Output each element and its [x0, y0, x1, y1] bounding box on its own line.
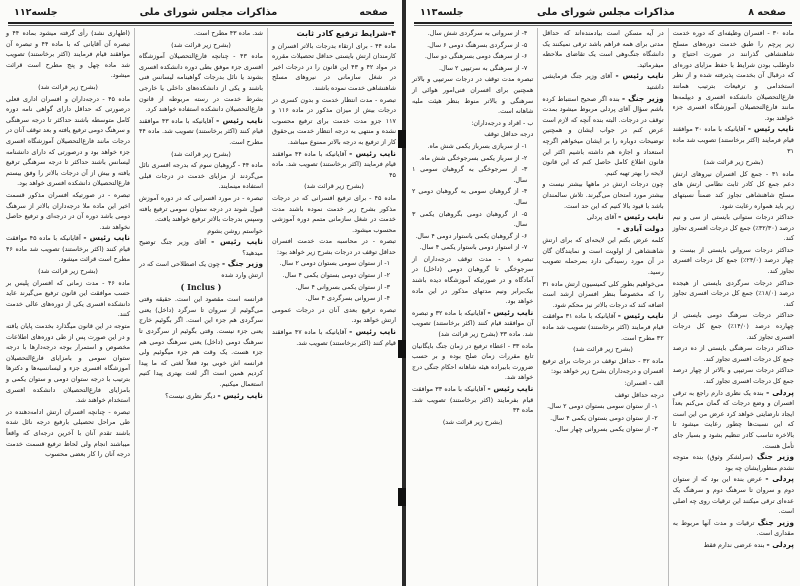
speaker-name: پردلی -	[765, 474, 794, 484]
paragraph: ماده ۳۲ - حداقل توقف در درجات برای ترفیع افسران و درجه‌داران بشرح زیر خواهد بود:	[542, 356, 664, 376]
paragraph: تبصره - مدت انتظار خدمت و بدون کسری در درجات بیش از میزان مذکور در ماده ۱۱۶ و ۱۱۷ جزو مدت خدمت برای ترفیع محسوب نشده و منتهی به درجه انتظار خدمت بی‌حقوق کار از ترفیع به درجه بالاتر ممنوع میباشد.	[272, 95, 396, 146]
speaker-paragraph	[542, 224, 663, 235]
speaker-name: وزیر جنگ	[756, 452, 794, 462]
column	[668, 28, 798, 586]
speaker-text: چون یک اصطلاحی است که در ارتش وارد شده	[139, 260, 263, 280]
page-label: صفحه	[359, 6, 388, 18]
speaker-paragraph	[412, 308, 533, 340]
speaker-text: بنده عرضی ندارم فقط	[703, 540, 767, 549]
paragraph: ماده ۴۵ - درجه‌داران و افسران اداری فعلی درصورتی که حداقل دارای گواهی نامه دوره کامل متوسطه باشند حداکثر تا درجه سرهنگی و سرهنگ دومی ترفیع یافته و بعد توقف آنان در درجات مانند فارغ‌التحصیلان آموزشگاه افسری جزء خواهد بود و درصورتی که دارای دانشنامه لیسانس باشند حداکثر تا درجه سرهنگی ترفیع یافته و بیش از آن درجات بالاتر را وفق بیستم فارغ‌التحصیلان دانشکده افسری خواهد بود.	[6, 94, 130, 188]
column	[2, 28, 134, 586]
speaker-paragraph	[673, 124, 794, 156]
speaker-name: نایب رئیس -	[487, 384, 534, 393]
speaker-name: وزیر جنگ	[757, 517, 794, 527]
paragraph: حداکثر درجات سروانی بایستی از بیست و چهار درصد (۲۴/۰٪) جمع کل درجات افسری تجاوز کند.	[672, 245, 795, 276]
list-item: ۱- از ستوان سومی بستوان دومی ۲ سال.	[279, 259, 390, 268]
right-page-header	[406, 4, 800, 20]
list-item: ۴- از گروهبان سومی به گروهبان دومی ۲ سال.	[412, 187, 528, 206]
speaker-text: ترقیات و مدت آنها مربوط به مقداری است.	[672, 518, 794, 538]
speaker-name: نایب رئیس -	[487, 307, 534, 317]
speaker-paragraph	[139, 391, 263, 402]
speaker-text: آقایانیکه با ماده ۴۴ موافقند قیام فرمایند (اکثر برخاستند) تصویب شد. ماده ۴۵	[272, 149, 396, 179]
latin-term	[139, 282, 263, 294]
paragraph: ماده ۴۵ - برای ترفیع افسرانی که در درجات مذکور بشرح زیر خدمت نموده باشند مدت خدمت در شغل سازمانی متمم دوره آموزشی محسوب میشود.	[272, 193, 396, 234]
reading-note: (بشرح زیر قرائت شد)	[38, 267, 98, 276]
header-rule	[414, 22, 792, 24]
list-item: ۲- از ستوان دومی بستوان یکمی ۴ سال.	[282, 271, 390, 280]
speaker-name: وزیر جنگ -	[222, 259, 263, 269]
speaker-name: نایب رئیس -	[349, 327, 396, 337]
speaker-name: نایب رئیس -	[747, 124, 794, 134]
speaker-name: دولت آبادی -	[617, 223, 664, 233]
list-item: ۲- از ستوان دومی بستوان یکمی ۴ سال.	[550, 413, 658, 422]
paragraph: ب - افراد و درجه‌داران:	[471, 118, 534, 127]
speaker-paragraph	[542, 94, 663, 179]
reading-note: (بشرح زیر قرائت شد)	[304, 182, 364, 191]
speaker-name: نایب رئیس -	[349, 148, 396, 158]
list-item: ۵- از سرگردی بسرهنگ دومی ۶ سال.	[427, 40, 528, 49]
speaker-text: آقایانیکه با ماده ۴۵ موافقت قیام کنند (اکثر برخاستند) تصویب شد ماده ۴۶ مطرح است قرائت میشود.	[6, 234, 130, 264]
paragraph: درجه حداقل توقف	[484, 130, 534, 139]
speaker-text: (سرلشکر وثوق) بنده متوجه نشدم منظورایشان چه بود	[672, 453, 794, 472]
reading-note: (بشرح زیر قرائت شد)	[573, 345, 633, 354]
speaker-name: پردلی -	[766, 387, 794, 397]
speaker-text: دیگر نظری نیست؟	[165, 391, 218, 400]
left-page-header	[0, 4, 402, 20]
right-page	[406, 0, 800, 586]
speaker-text: بنده اگر صحیح استنباط کرده باشم سؤال آقای پردلی مربوط میشود بمدت توقف در درجات. البته بنده آنچه که لازم است عرض کنم در جواب ایشان و همچنین توضیحات دوباره را بر ایشان میخواهم اگرچه استعداد و اجازه هم داشته باشیم اکثر این قانون اطلاع کامل حاصل کنم که این قانون لایحه را بهتر تهیه کنیم.	[542, 94, 664, 177]
right-page-columns	[408, 28, 798, 586]
speaker-paragraph	[542, 212, 663, 223]
speaker-text: آقایانیکه با ماده ۳۳ موافقت قیام بفرمایند (اکثر برخاستند) تصویب شد. ماده ۳۴	[412, 385, 534, 415]
header-rule	[8, 22, 394, 24]
paragraph: متوجه در این قانون میگذارد بخدمت پایان یافته و در این صورت پس از طی دوره‌های اطلاعات مخصوص و استمرار بوجه درجه‌دارها با درجه ستوان سومی و بامزایای فارغ‌التحصیلان آموزشگاه افسری جزء و لیسانسیه‌ها و دکترها بترتیب با درجه ستوان دومی و ستوان یکمی و بامزایای فارغ‌التحصیلان دانشکده افسری استخدام خواهند شد.	[6, 322, 130, 405]
paragraph: تبصره - در مورد افسرانی که در دوره آموزش قبول شوند در درجه ستوان سومی ترفیع یافته وسپس بدرجات بالاتر ترفیع خواهند یافت.	[139, 193, 263, 224]
section-heading: ۴-شرایط ترفیع کادر ثابت	[296, 29, 396, 38]
publication-title: مذاکرات مجلس شورای ملی	[537, 6, 675, 18]
paragraph: شد. ماده ۴۳ مطرح است.	[193, 29, 263, 37]
speaker-paragraph	[542, 71, 663, 92]
paragraph: تبصره ترفیع بعدی آنان در درجات عمومی ارتش خواهد بود.	[272, 305, 396, 325]
list-item: ۷- از سرهنگی به سرتیپی ۲ سال.	[439, 63, 528, 72]
list-item: ۵- از گروهبان دومی بگروهبان یکمی ۳ سال.	[412, 209, 528, 229]
speaker-paragraph	[673, 474, 794, 516]
paragraph: می‌خواهیم بطور کلی کمیسیون ارتش ماده ۳۱ را که مخصوصاً بنظر افسران ارشد است اضافه کند که درجات بالاتر نیز محکم شود.	[542, 279, 664, 309]
paragraph: تبصره - در محاسبه مدت خدمت افسران حداقل توقف در درجات بشرح زیر خواهد بود:	[272, 237, 396, 256]
paragraph: فرانسه است مقصود این است. حقیقه وقتی می‌گوئیم از سروان تا سرگرد (داخل) یعنی سرگردی هم جزء این است. اگر بگوئیم خارج یعنی جزء نیست. وقتی بگوئیم از سرگردی تا سرهنگ دومی (داخل) یعنی سرهنگ دومی هم جزء هست. یک وقت هم جزء میگوئیم ولی فرانسه اش خوبی بود فعلاً لغتی که ما پیدا کردیم همین است اگر لغت بهتری پیدا کنیم استعمال میکنیم.	[139, 295, 263, 388]
paragraph: ماده ۴۶ - مدت زمانی که افسران پلیس بر حسب موافقت این قانون ترفیع می‌گیرند عاید دانشکده افسری یکی از دوره‌های عالی خدمت کنند.	[6, 278, 130, 319]
reading-note: (بشرح زیر قرائت شد)	[171, 40, 231, 49]
paragraph: حداکثر درجات سرهنگی بایستی از ده درصد جمع کل درجات افسری تجاوز کند.	[672, 344, 794, 363]
speaker-name: نایب رئیس -	[83, 233, 130, 243]
speaker-name: نایب رئیس -	[617, 311, 664, 321]
paragraph: ماده ۳۳ - اعطاء ترفیع در زمان جنگ بایگانیان تابع مقررات زمان صلح بوده و بر حسب ضرورت بابیراده هیئه شاهانه احکام جنگی درج خواهد شد.	[412, 341, 534, 382]
speaker-name: نایب رئیس -	[211, 237, 263, 247]
list-item: ۱- از سربازی بسرباز یکمی شش ماه.	[427, 141, 528, 150]
speaker-paragraph	[673, 540, 794, 551]
speaker-name: نایب رئیس -	[615, 71, 664, 81]
paragraph: درجه حداقل توقف	[614, 390, 664, 399]
paragraph: تبصره مدت توقف در درجات سرتیپی و بالاتر همچنین برای افسران فنی‌امور هوائی از سرهنگی و بالاتر منوط بنظر هیئت ملیه شاهانه است.	[412, 75, 534, 116]
speaker-text: آقای وزیر جنگ توضیح میدهید؟	[139, 238, 263, 257]
column	[537, 28, 667, 586]
column	[134, 28, 267, 586]
paragraph: حداکثر درجات سرهنگ دومی بایستی از چهارده درصد (۱۴/۰٪) جمع کل درجات افسری تجاوز کند.	[672, 311, 794, 341]
list-item: ۳- از سرجوخگی به گروهبان سومی ۱ سال.	[412, 165, 528, 184]
list-item: ۶- از گروهبان یکمی باستوار دومی ۴ سال.	[415, 231, 528, 240]
session-number: جلسه۱۱۳	[420, 6, 464, 18]
paragraph: ماده ۴۴ - گروهبان سوم که بدرجه افسری نائل می‌گردند از مزایای خدمت در درجات قبلی استفاده مینمایند.	[139, 161, 263, 191]
reading-note: (بشرح زیر قرائت شد)	[703, 158, 764, 167]
speaker-text: بنده یک نظری دارم راجع به ترقی افسران و وضع درجات که گمان می‌کنم بعداً ایجاد نارضایتی خواهد کرد عرض من این است که این نسبت‌ها چطور رعایت میشود تا بالاخره تناسب کادر تنظیم بشود و بسیار جای تأمل هست.	[672, 388, 794, 450]
list-item: ۱- از ستوان سومی بستوان دومی ۲ سال.	[547, 402, 658, 411]
speaker-paragraph	[673, 452, 794, 473]
speaker-name: نایب رئیس -	[618, 212, 664, 222]
speaker-text: آقای پردلی	[586, 213, 619, 222]
speaker-text: آقای وزیر جنگ فرمایشی داشتید	[542, 72, 664, 91]
header-rule-thin	[414, 25, 792, 26]
paragraph: حداکثر درجات سرتیپی و بالاتر از چهار درصد جمع کل درجات افسری تجاوز کند.	[672, 366, 794, 385]
speaker-text: عرض بنده این بود که از ستوان دوم و سروان تا سرهنگ دوم و سرهنگ یک عده‌ای ترقی میکنند این ترقیات روی چه اصلی است.	[672, 475, 794, 516]
reading-note: (بشرح زیر قرائت شد)	[171, 149, 231, 158]
paragraph: الف - افسران:	[624, 379, 664, 387]
speaker-paragraph	[6, 233, 130, 265]
speaker-text: آقایانیکه با ماده ۳۰ موافقند قیام فرمایند (اکثر برخاستند) تصویب شد ماده ۳۱	[672, 125, 794, 155]
paragraph: تبصره - چنانچه افسران ارتش ادامه‌دهنده در طی مراحل تحصیلی بارفیع درجه نائل شده باشند تقدم آنان با آخرین درجه‌ای که واقعاً میباشند انجام ولی لحاظ ترفیع قسمت خدمت درجه آنان را کار بعضی محسوب	[6, 407, 130, 459]
paragraph: کلمه عرض بکنم این لایحه‌ای که برای ارتش شاهنشاهی از اولویت است و نمایندگان گان در آن مورد رسیدگی دارد بمرحمله تصویب رسید.	[542, 236, 664, 277]
session-number: جلسه۱۱۲	[14, 6, 58, 18]
speaker-paragraph	[412, 384, 533, 416]
speaker-name: نایب رئیس -	[216, 115, 263, 125]
left-page-columns	[2, 28, 400, 586]
paragraph: ماده ۳۰ - افسران وظیفه‌ای که دوره خدمت زیر پرچم را طبق خدمت دوره‌های مسلح شاهنشاهی گذرانند در صورت احتیاج و داوطلب بودن شرایط با حفظ مزایای دوره‌ای که درقبال آن بخدمت پذیرفته شده و از نظر استخدامی و ترفیعات بترتیب همانند فارغ‌التحصیلان دانشکده افسری و دیپلمه‌ها مانند فارغ‌التحصیلان آموزشگاه افسری جزء خواهند بود.	[672, 29, 794, 122]
speaker-name: پردلی -	[766, 539, 794, 549]
paragraph: خواستم روشن بشوم	[207, 226, 263, 235]
reading-note: (بشرح زیر قرائت شد)	[442, 417, 503, 426]
paragraph: حداکثر درجات ستوانی بایستی از سی و نیم درصد (۳۲/۳۰٪) جمع کل درجات افسری تجاوز کند.	[672, 213, 794, 243]
paragraph: (اظهاری نشد) رأی گرفته میشود بماده ۴۴ و تبصره آن آقایانی که با ماده ۴۴ و تبصره آن موافقند قیام فرمایند (اکثر برخاستند) تصویب شد ماده چهل و پنج مطرح است قرائت میشود.	[6, 29, 130, 80]
column	[408, 28, 537, 586]
paragraph: در آیه مسکن است بیادمنده‌اند که حداقل مدتی برای همه فراهم باشد ترقی نمیکنند یک دانشگاه جنگ‌وهی است یک تقاضای ملاحظه میفرمائید.	[542, 29, 664, 69]
paragraph: ماده ۴۴ - برای ارتقاء بدرجات بالاتر افسران و کارمندان ارتش بایستی حداقل تحصیلات مقرره در مواد ۴۲ و ۴۳ این قانون را در درجات اخیر در شغل سازمانی در نیروهای مسلح شاهنشاهی خدمت نموده باشند.	[272, 41, 397, 92]
speaker-text: آقایانیکه با ماده ۴۳ موافقند قیام کنند (اکثر برخاستند) تصویب شد. ماده ۴۴ مطرح است.	[139, 116, 263, 146]
speaker-paragraph	[139, 259, 263, 280]
page-label: صفحه ۸	[748, 6, 786, 18]
speaker-text: آقایانیکه با ماده ۴۷ موافقند قیام کنند (اکثر برخاستند) تصویب شد.	[272, 328, 396, 347]
paragraph: ماده ۴۳ - چنانچه فارغ‌التحصیلان آموزشگاه افسری جزء موفق بطی دوره دانشکده افسری بشوند یا نائل بدرجات گواهینامه لیسانس فنی باشند و یکی از دانشکده‌های داخلی یا خارجی بشرط خدمت در رسته مربوطه از قانون فارغ‌التحصیلان دانشکده استفاده خواهند کرد.	[139, 52, 263, 114]
speaker-paragraph	[542, 311, 663, 343]
list-item: ۴- از سروانی به سرگردی شش سال.	[427, 29, 528, 37]
publication-title: مذاکرات مجلس شورای ملی	[139, 6, 278, 18]
paragraph: تبصره ۱ - مدت توقف درجه‌داران از سرجوخگی تا گروهبان دومی (داخل) در آمادگاه و در صورتیکه آموزشگاه دیده باشند بیک‌برابر ونیم مدتهای مذکور در این ماده خواهد بود.	[412, 254, 534, 306]
paragraph: حداکثر درجات سرگردی بایستی از هیجده درصد (۱۸/۰٪) جمع کل درجات افسری تجاوز کند.	[672, 278, 794, 308]
list-item: ۲- از سرباز یکمی بسرجوخگی شش ماه.	[419, 153, 528, 162]
speaker-paragraph	[272, 149, 396, 181]
latin-text: ( Inclus )	[180, 281, 222, 292]
reading-note: (بشرح زیر قرائت شد)	[38, 82, 98, 91]
speaker-paragraph	[139, 237, 263, 258]
header-rule-thin	[8, 25, 394, 26]
list-item: ۶- از سرهنگ دومی بسرهنگی دو سال.	[424, 52, 528, 61]
list-item: ۷- از استوار دومی باستوار یکمی ۴ سال.	[419, 243, 528, 252]
paragraph: تبصره - در صورتیکه افسران مذکور قسمت اخیر این ماده ملا درجه‌داران بالاتر از سرهنگ دومی باشد دوره آن در درجه‌ای و ترفیع حاصل نخواهد شد.	[6, 190, 130, 231]
speaker-text: آقایانیکه با ماده ۳۱ موافقت قیام فرمایند (اکثر برخاستند) تصویب شد ماده ۳۲ مطرح است.	[542, 312, 664, 342]
speaker-name: نایب رئیس -	[217, 390, 263, 400]
speaker-paragraph	[139, 116, 263, 148]
list-item: ۳- از ستوان یکمی بسروانی چهار سال.	[554, 425, 658, 434]
paragraph: چون درجات ارتش در ماهها بیشتر نیست و بیشتر مورد امتحان می‌گیرند. تلاش سالمندان باشد با قیود بالا کنیم که این حد است.	[542, 180, 664, 210]
list-item: ۴- از سروانی بسرگردی ۴ سال.	[305, 294, 390, 303]
list-item: ۳- از ستوان یکمی بسروانی ۴ سال.	[295, 282, 390, 291]
speaker-paragraph	[673, 518, 794, 539]
speaker-name: وزیر جنگ -	[622, 93, 664, 103]
speaker-text: آقایانیکه با ماده ۳۲ و تبصره آن موافقند قیام کنند (اکثر برخاستند) تصویب شد. ماده ۳۳ (بشرح زیر قرائت شد)	[412, 308, 534, 339]
speaker-paragraph	[272, 327, 396, 348]
paragraph: ماده ۳۱ - جمع کل افسران نیروهای ارتش دعم جمع کل کادر ثابت نظامی ارتش های مسلح شاهنشاهی تجاوز کند ضمناً نسبتهای زیر باید همواره رعایت شود.	[672, 169, 794, 210]
speaker-paragraph	[673, 388, 794, 452]
column	[267, 28, 400, 586]
